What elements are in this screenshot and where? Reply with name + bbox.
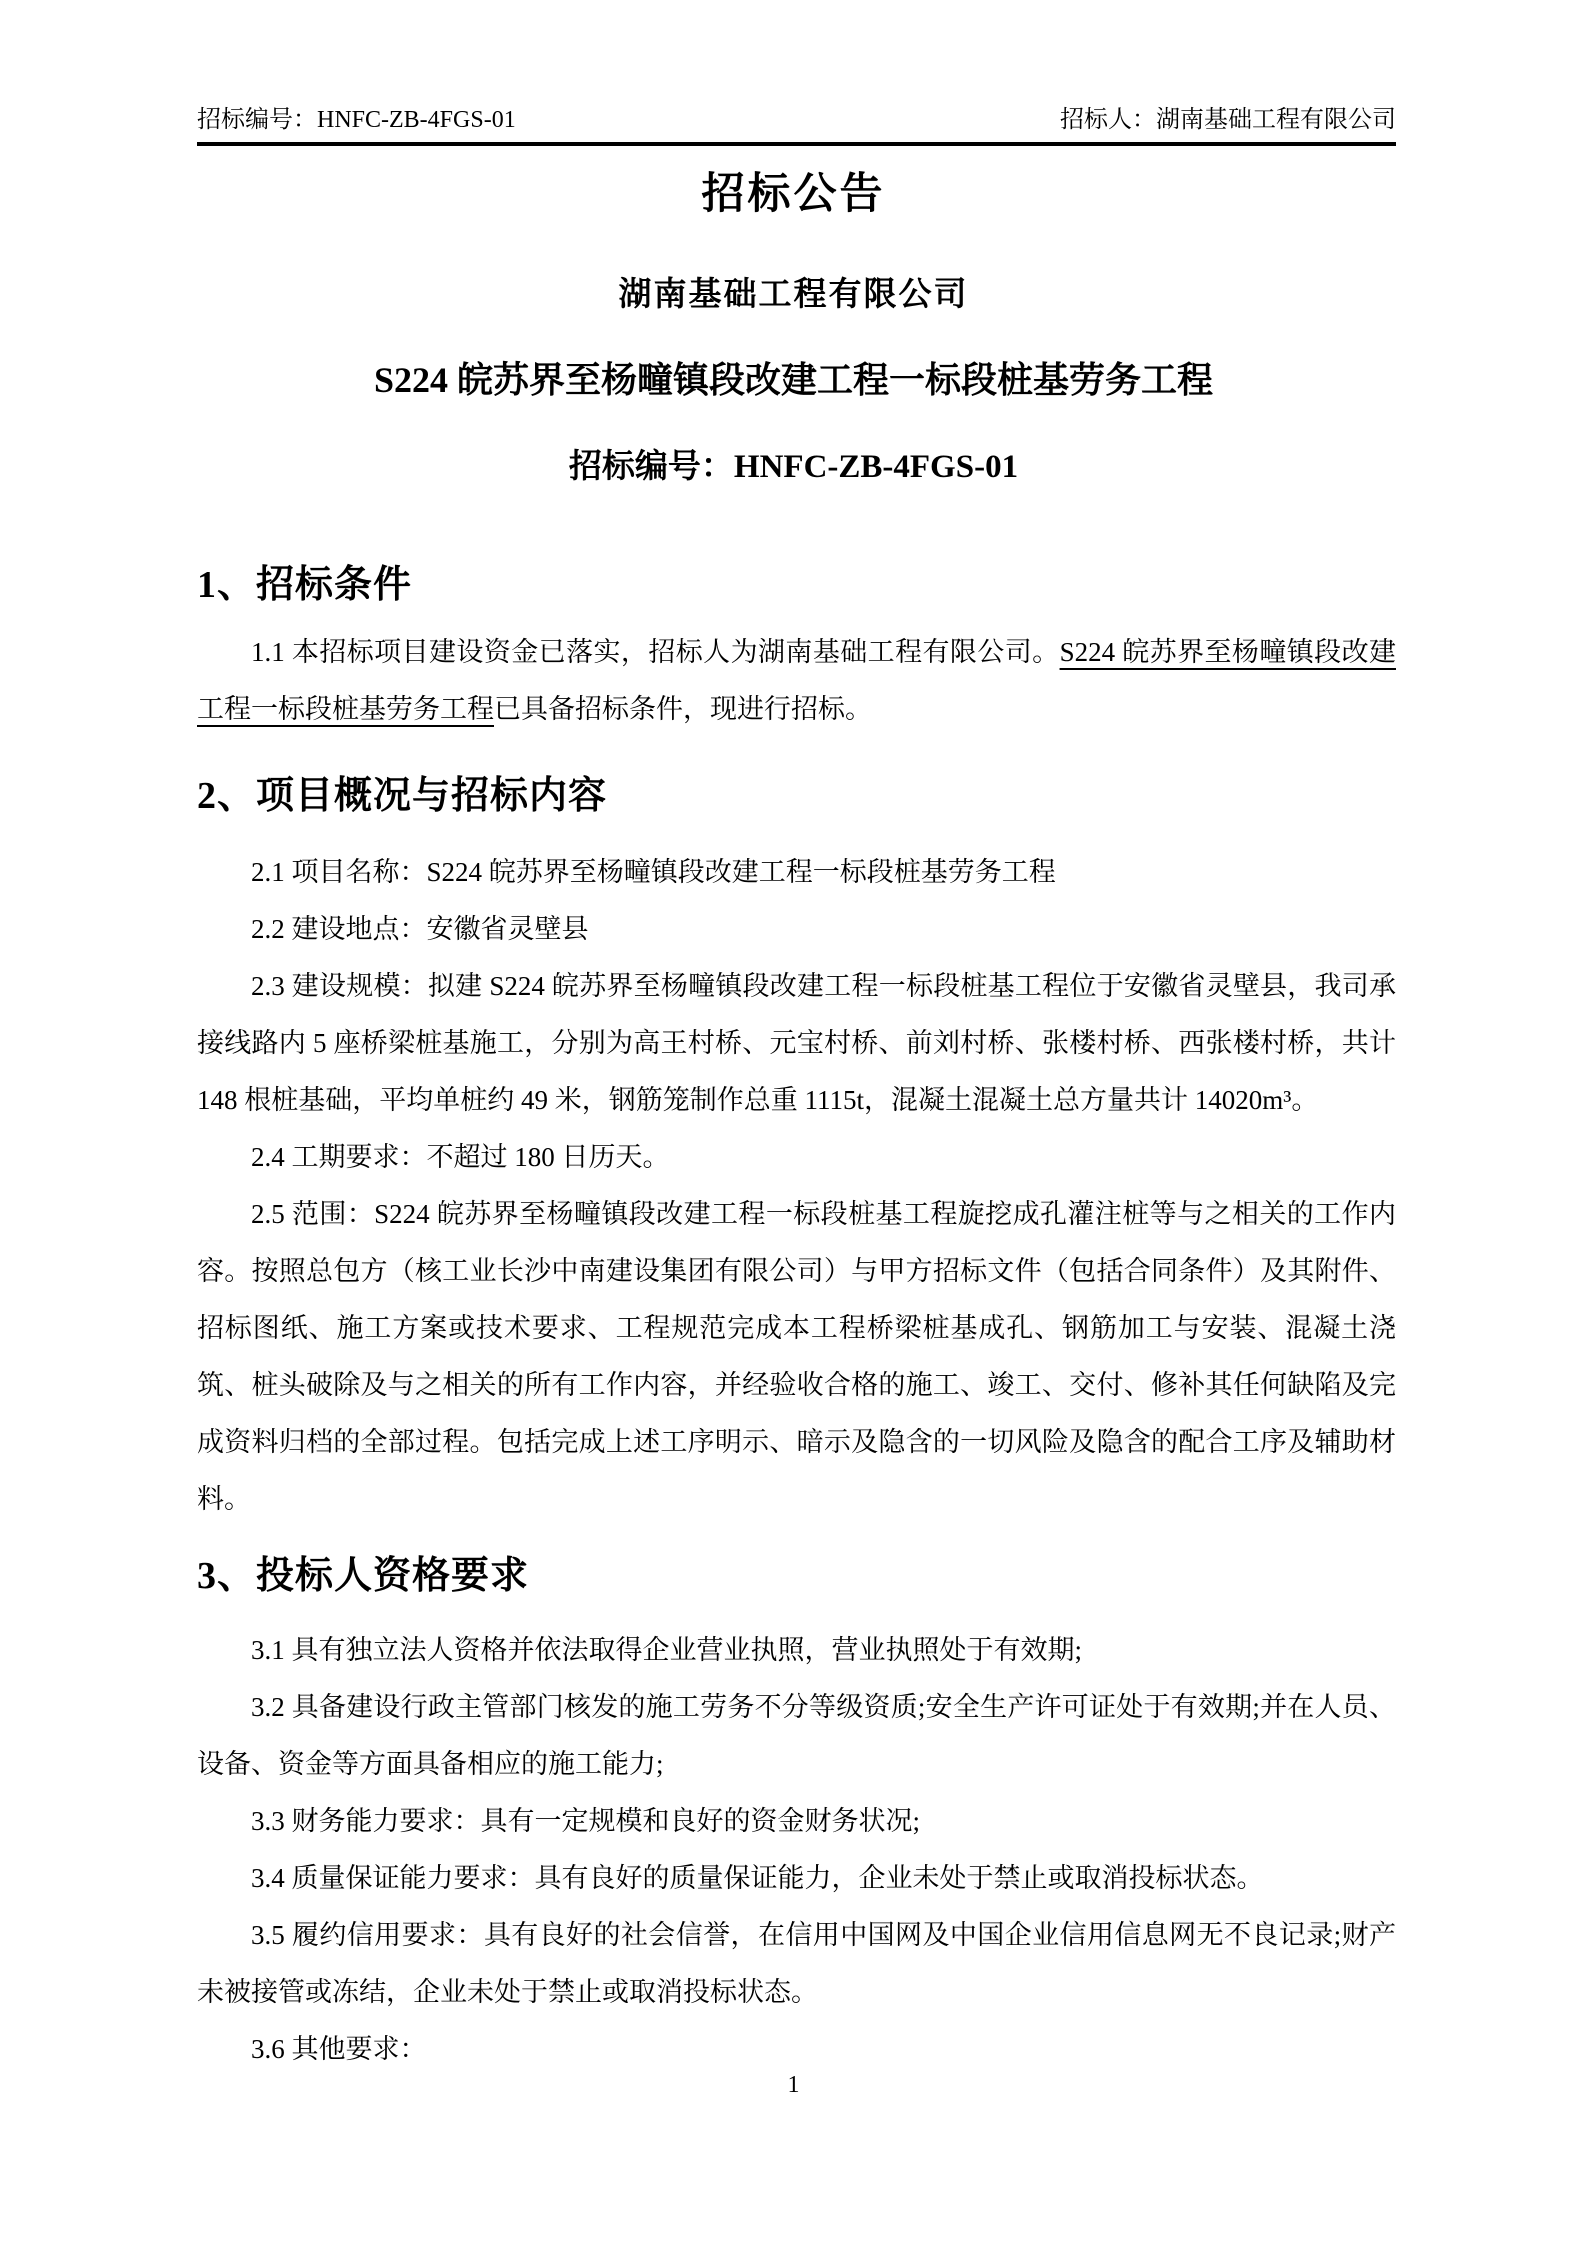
title-company-name: 湖南基础工程有限公司 [618, 276, 969, 313]
paragraph-3-5: 3.5 履约信用要求：具有良好的社会信誉，在信用中国网及中国企业信用信息网无不良记录;财产未被接管或冻结，企业未处于禁止或取消投标状态。 [197, 1919, 1396, 2007]
paragraph-2-5: 2.5 范围：S224 皖苏界至杨疃镇段改建工程一标段桩基工程旋挖成孔灌注桩等与之相关的工作内容。按照总包方（核工业长沙中南建设集团有限公司）与甲方招标文件（包括合同条件）及其附件、招标图纸、施工方案或技术要求、工程规范完成本工程桥梁桩基成孔、钢筋加工与安装、混凝土浇筑、桩头破除及与之相关的所有工作内容，并经验收合格的施工、竣工、交付、修补其任何缺陷及完成资料归档的全部过程。包括完成上述工序明示、暗示及隐含的一切风险及隐含的配合工序及辅助材料。 [197, 1198, 1396, 1514]
section-project-overview [197, 774, 1396, 1528]
paragraph-2-1: 2.1 项目名称：S224 皖苏界至杨疃镇段改建工程一标段桩基劳务工程 [251, 856, 1056, 887]
section-1-heading: 1、招标条件 [197, 563, 413, 606]
paragraph-1-1-underlined-project: S224 皖苏界至杨疃镇段改建工程一标段桩基劳务工程 [197, 637, 1396, 725]
section-3-heading: 3、投标人资格要求 [197, 1554, 530, 1597]
header-bid-number: 招标编号：HNFC-ZB-4FGS-01 [197, 107, 516, 133]
document-body [197, 563, 1396, 2078]
section-2-heading: 2、项目概况与招标内容 [197, 775, 608, 818]
paragraph-2-3: 2.3 建设规模：拟建 S224 皖苏界至杨疃镇段改建工程一标段桩基工程位于安徽省灵壁县，我司承接线路内 5 座桥梁桩基施工，分别为高王村桥、元宝村桥、前刘村桥、张楼村桥、西张楼村桥，共计 148 根桩基础，平均单桩约 49 米，钢筋笼制作总重 1115t，混凝土混凝土总方量共计 14020m³。 [197, 970, 1396, 1115]
page-number: 1 [787, 2072, 800, 2098]
paragraph-2-2: 2.2 建设地点：安徽省灵壁县 [251, 913, 589, 944]
paragraph-3-1: 3.1 具有独立法人资格并依法取得企业营业执照，营业执照处于有效期; [251, 1634, 1083, 1665]
paragraph-3-2: 3.2 具备建设行政主管部门核发的施工劳务不分等级资质;安全生产许可证处于有效期;并在人员、设备、资金等方面具备相应的施工能力; [197, 1691, 1396, 1779]
title-bid-number: 招标编号：HNFC-ZB-4FGS-01 [568, 448, 1019, 485]
section-bidder-qualifications [197, 1554, 1396, 2078]
paragraph-2-4: 2.4 工期要求：不超过 180 日历天。 [251, 1141, 670, 1172]
page-header [197, 0, 1396, 146]
paragraph-3-6: 3.6 其他要求： [251, 2033, 427, 2064]
paragraph-1-1-post: 已具备招标条件，现进行招标。 [494, 694, 872, 725]
page-header-rule [197, 106, 1396, 146]
paragraph-3-4: 3.4 质量保证能力要求：具有良好的质量保证能力，企业未处于禁止或取消投标状态。 [251, 1862, 1264, 1893]
paragraph-3-3: 3.3 财务能力要求：具有一定规模和良好的资金财务状况; [251, 1805, 921, 1836]
header-tenderer: 招标人：湖南基础工程有限公司 [1060, 107, 1396, 133]
paragraph-1-1-pre: 1.1 本招标项目建设资金已落实，招标人为湖南基础工程有限公司。 [251, 637, 1060, 668]
title-project-name: S224 皖苏界至杨疃镇段改建工程一标段桩基劳务工程 [373, 359, 1214, 400]
section-bidding-conditions [197, 563, 1396, 739]
paragraph-1-1 [197, 624, 1396, 738]
document-title: 招标公告 [701, 170, 886, 218]
